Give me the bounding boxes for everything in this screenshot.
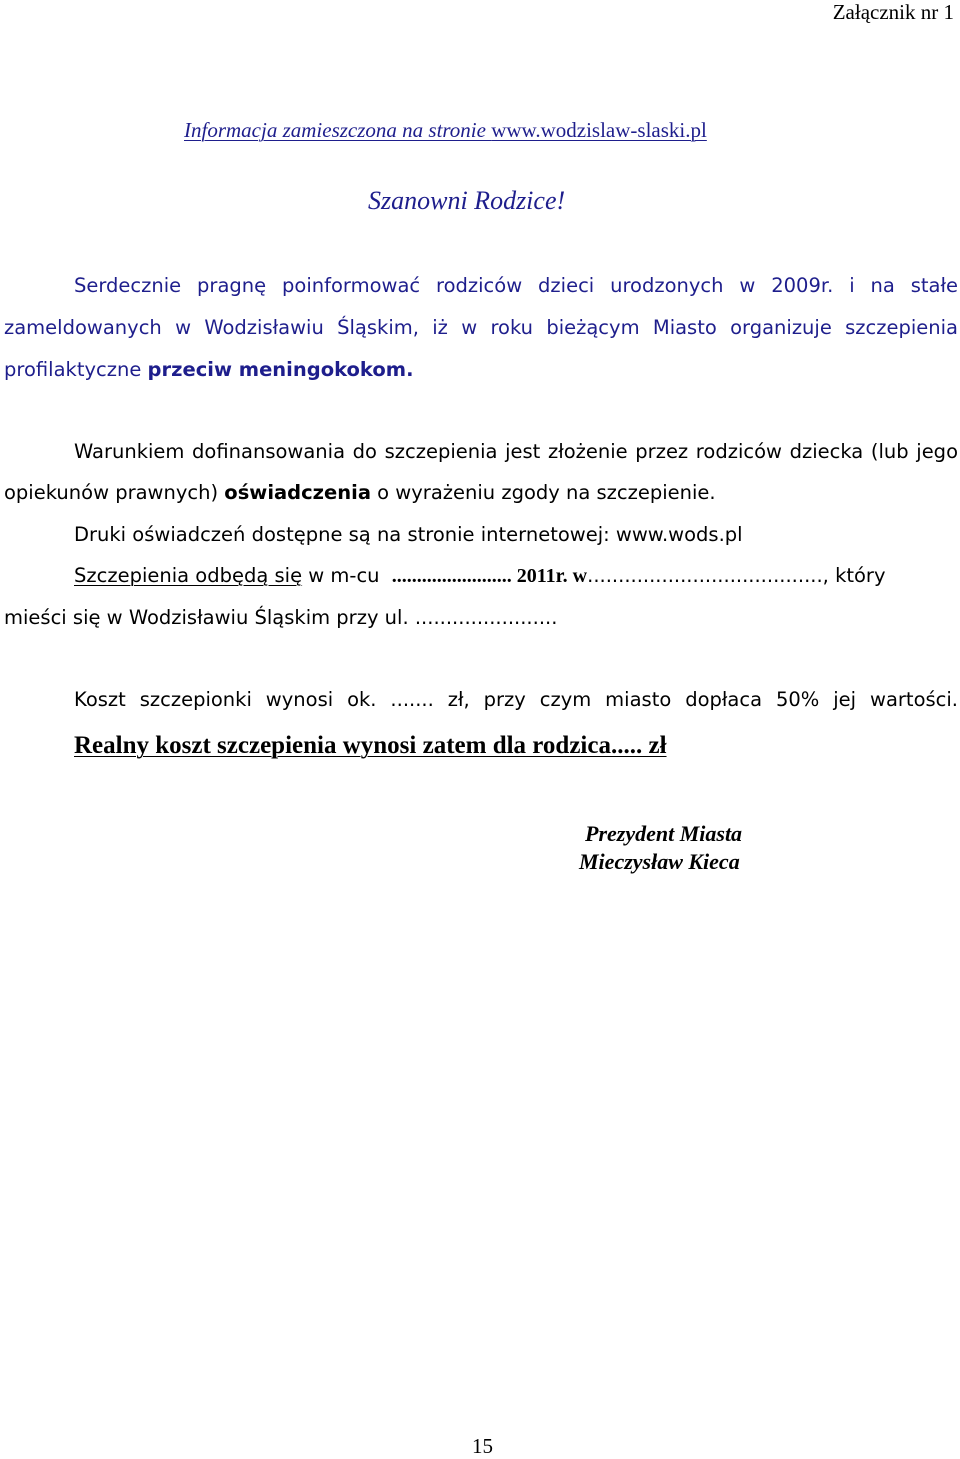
paragraph-line: Druki oświadczeń dostępne są na stronie internetowej: www.wods.pl (74, 523, 743, 546)
paragraph-line: mieści się w Wodzisławiu Śląskim przy ul. ....................... (4, 606, 558, 629)
paragraph-line: Warunkiem dofinansowania do szczepienia jest złożenie przez rodziców dziecka (lub jego (74, 440, 958, 463)
paragraph-line (4, 481, 958, 504)
page-number: 15 (472, 1434, 493, 1458)
cost-line: Koszt szczepionki wynosi ok. ....... zł, przy czym miasto dopłaca 50% jej wartości. (74, 688, 958, 711)
emphasis-text: oświadczenia (224, 481, 371, 504)
signature-title: Prezydent Miasta (585, 821, 743, 846)
greeting-heading: Szanowni Rodzice! (368, 186, 566, 215)
website-link[interactable]: www.wodzislaw-slaski.pl (491, 118, 707, 142)
paragraph-line: zameldowanych w Wodzisławiu Śląskim, iż w roku bieżącym Miasto organizuje szczepienia (4, 316, 958, 339)
emphasis-text: przeciw meningokokom. (147, 358, 414, 381)
paragraph-line: Serdecznie pragnę poinformować rodziców dzieci urodzonych w 2009r. i na stałe (74, 274, 958, 297)
info-line (184, 118, 707, 143)
text-run: w m-cu (302, 564, 386, 587)
text-run: w (567, 565, 588, 587)
text-run: opiekunów prawnych) (4, 481, 225, 504)
text-run: profilaktyczne (4, 358, 148, 381)
signature-name: Mieczysław Kieca (579, 849, 740, 874)
underlined-text: Szczepienia odbędą się (74, 564, 303, 587)
paragraph-line (4, 358, 958, 381)
text-run: o wyrażeniu zgody na szczepienie. (370, 481, 716, 504)
date-placeholder: ........................ 2011r. (391, 565, 568, 587)
place-placeholder: ......................................, który (587, 564, 886, 587)
paragraph-line (74, 564, 958, 588)
real-cost-line: Realny koszt szczepienia wynosi zatem dla rodzica..... zł (74, 732, 667, 759)
annex-label: Załącznik nr 1 (832, 0, 954, 24)
info-text: Informacja zamieszczona na stronie (184, 118, 492, 142)
